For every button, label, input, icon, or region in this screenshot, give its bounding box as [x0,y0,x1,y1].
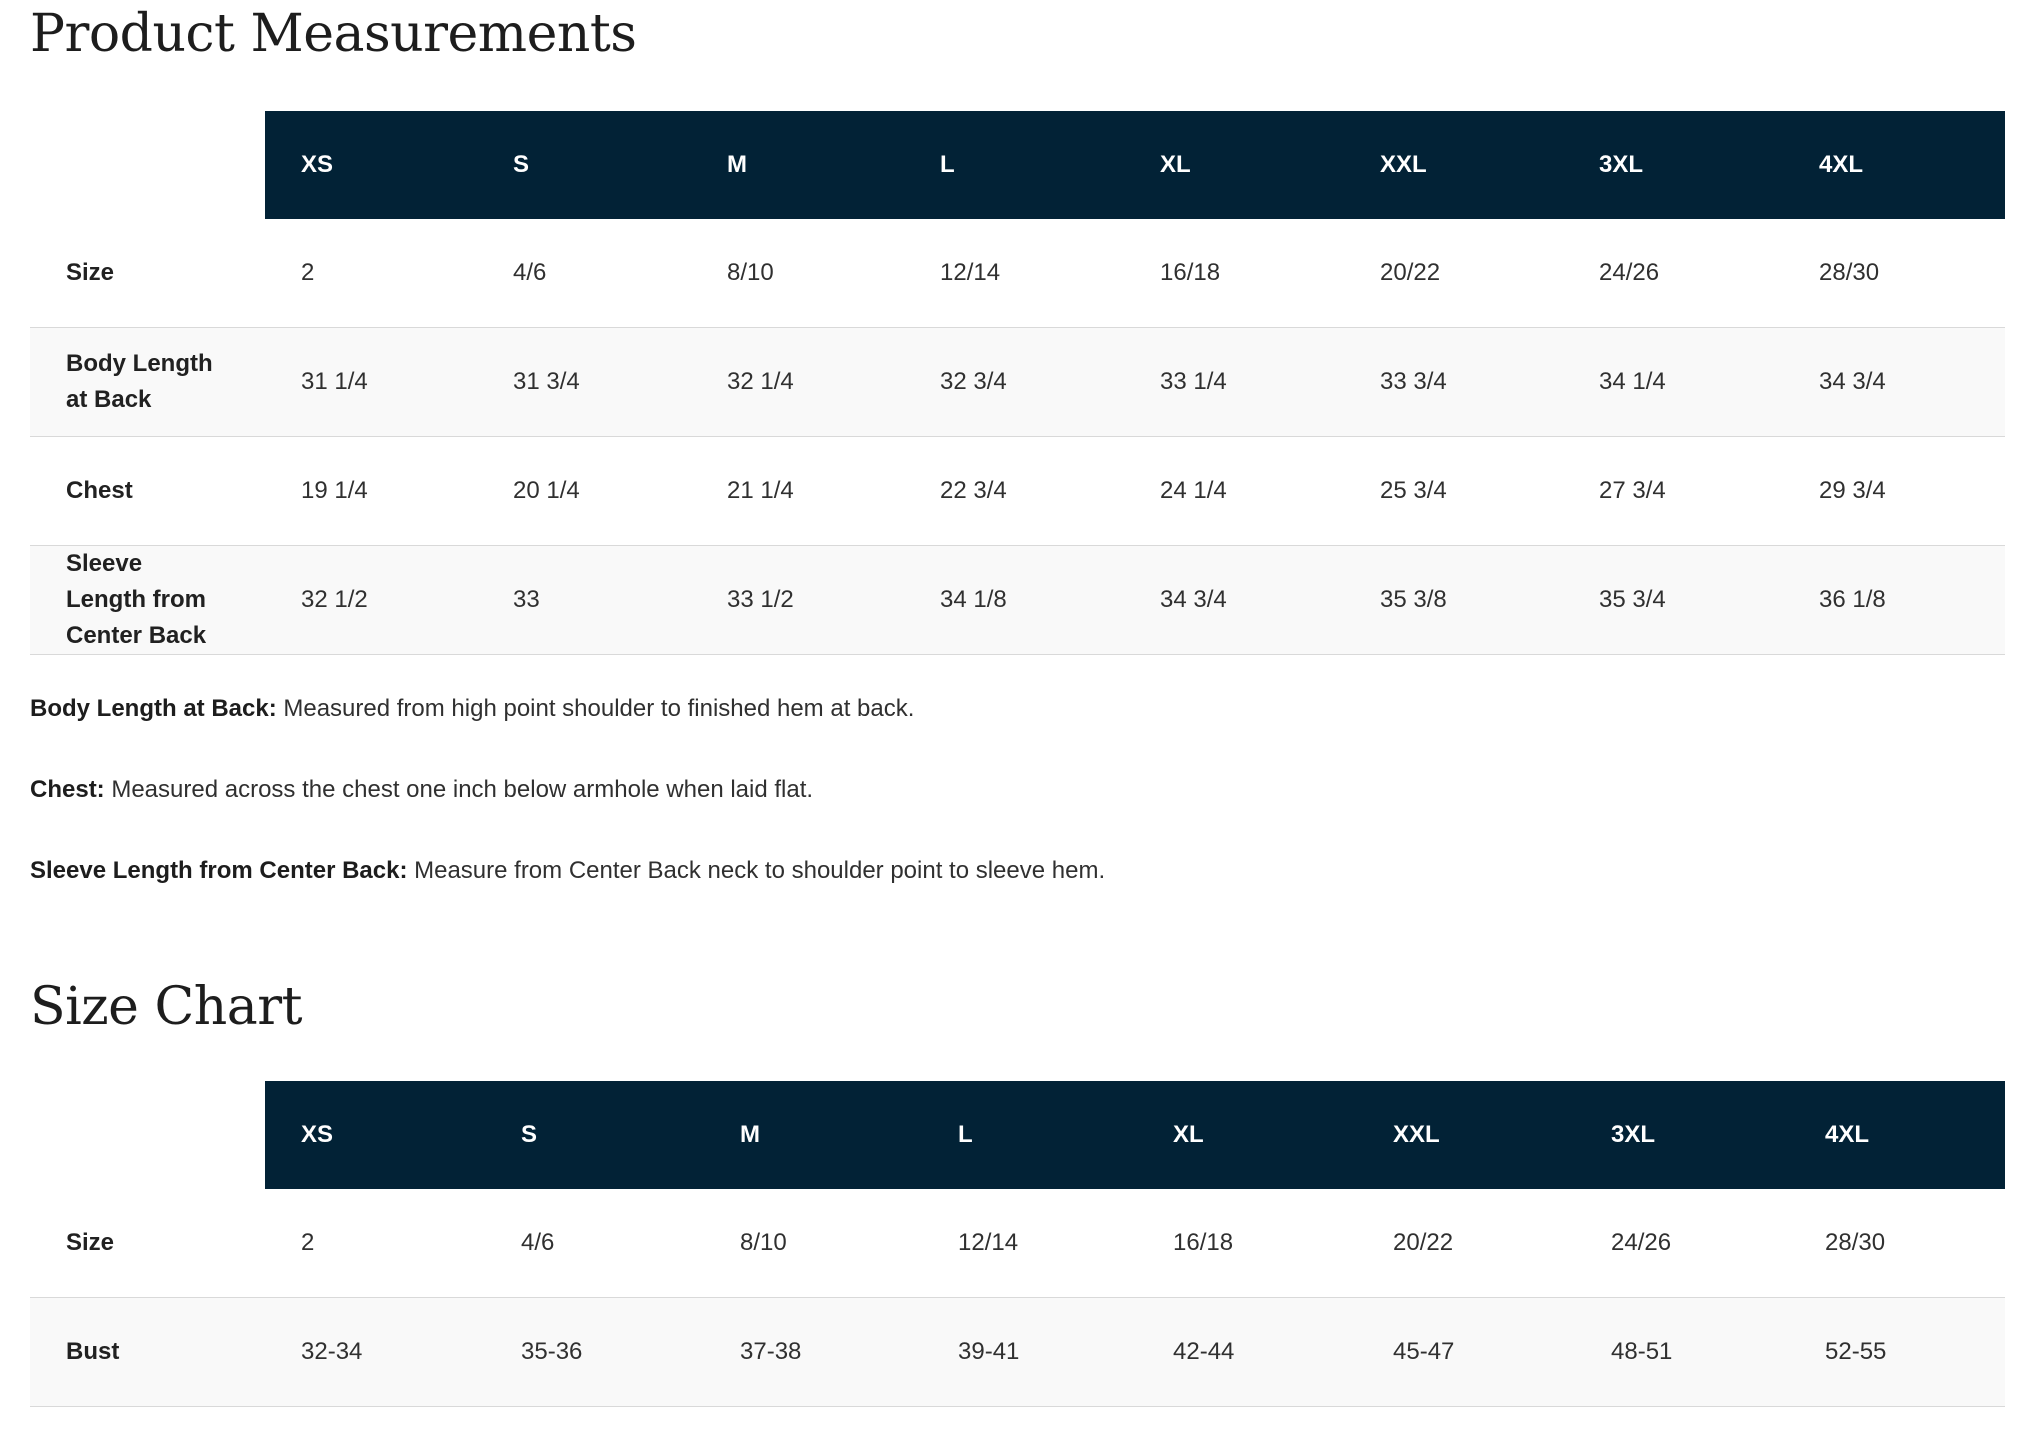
size-header-xl: XL [1137,1081,1357,1189]
size-header-m: M [691,111,904,219]
table-cell: 20 1/4 [513,477,580,504]
table-cell: 16/18 [1160,259,1221,286]
table-cell: 27 3/4 [1599,477,1666,504]
table-cell: 12/14 [958,1229,1019,1256]
note-term: Sleeve Length from Center Back: [30,857,408,884]
size-header-l: L [904,111,1124,219]
table-row [30,546,2005,655]
table-cell: 52-55 [1825,1338,1887,1365]
table-cell: 4/6 [513,259,547,286]
header-corner [30,111,265,219]
table-cell: 31 3/4 [513,368,580,395]
measurement-notes [30,693,2005,887]
table-cell: 8/10 [740,1229,787,1256]
row-label: Body Length at Back [66,350,213,413]
table-cell: 48-51 [1611,1338,1673,1365]
table-cell: 24/26 [1611,1229,1672,1256]
table-cell: 34 3/4 [1160,586,1227,613]
size-header-xs: XS [265,1081,485,1189]
table-cell: 33 1/4 [1160,368,1227,395]
table-cell: 34 1/8 [940,586,1007,613]
header-row [30,111,2005,219]
note-body-length [30,693,2005,725]
size-header-xxl: XXL [1357,1081,1575,1189]
table-cell: 4/6 [521,1229,555,1256]
table-cell: 28/30 [1825,1229,1886,1256]
table-cell: 35 3/8 [1380,586,1447,613]
table-cell: 32 1/4 [727,368,794,395]
note-chest [30,774,2005,806]
row-label: Chest [66,477,133,504]
product-measurements-table [30,111,2005,655]
size-header-s: S [485,1081,704,1189]
table-cell: 33 1/2 [727,586,794,613]
row-label: Size [66,1229,115,1256]
size-header-xxl: XXL [1344,111,1563,219]
row-label: Sleeve Length from Center Back [66,550,207,649]
table-cell: 34 1/4 [1599,368,1666,395]
row-label: Bust [66,1338,120,1365]
note-term: Chest: [30,776,105,803]
size-chart-title: Size Chart [30,977,302,1037]
table-cell: 25 3/4 [1380,477,1447,504]
size-header-3xl: 3XL [1575,1081,1789,1189]
header-row [30,1081,2005,1189]
size-header-4xl: 4XL [1783,111,2005,219]
page [30,0,2005,1407]
table-cell: 32-34 [301,1338,363,1365]
table-cell: 24/26 [1599,259,1660,286]
size-header-l: L [922,1081,1137,1189]
table-cell: 19 1/4 [301,477,368,504]
table-cell: 45-47 [1393,1338,1455,1365]
table-cell: 21 1/4 [727,477,794,504]
table-cell: 35 3/4 [1599,586,1666,613]
table-cell: 34 3/4 [1819,368,1886,395]
table-cell: 8/10 [727,259,774,286]
table-cell: 24 1/4 [1160,477,1227,504]
table-cell: 12/14 [940,259,1001,286]
table-row [30,328,2005,437]
note-text: Measure from Center Back neck to shoulder point to sleeve hem. [407,857,1106,884]
table-cell: 31 1/4 [301,368,368,395]
table-cell: 20/22 [1380,259,1441,286]
table-cell: 20/22 [1393,1229,1454,1256]
table-cell: 35-36 [521,1338,583,1365]
table-cell: 22 3/4 [940,477,1007,504]
header-corner [30,1081,265,1189]
table-cell: 32 3/4 [940,368,1007,395]
table-cell: 36 1/8 [1819,586,1886,613]
size-header-s: S [477,111,691,219]
table-cell: 33 3/4 [1380,368,1447,395]
table-cell: 39-41 [958,1338,1020,1365]
product-measurements-title: Product Measurements [30,4,637,64]
size-header-xl: XL [1124,111,1344,219]
table-cell: 42-44 [1173,1338,1235,1365]
table-cell: 16/18 [1173,1229,1234,1256]
size-header-xs: XS [265,111,477,219]
table-cell: 33 [513,586,540,613]
table-cell: 2 [301,1229,315,1256]
size-header-3xl: 3XL [1563,111,1783,219]
note-sleeve-length [30,855,2005,887]
size-chart-table [30,1081,2005,1407]
row-label: Size [66,259,115,286]
table-row [30,437,2005,546]
note-text: Measured across the chest one inch below armhole when laid flat. [104,776,814,803]
table-cell: 2 [301,259,315,286]
table-row [30,1189,2005,1298]
table-row [30,1298,2005,1407]
note-text: Measured from high point shoulder to finished hem at back. [276,695,915,722]
table-cell: 29 3/4 [1819,477,1886,504]
table-row [30,219,2005,328]
table-cell: 37-38 [740,1338,802,1365]
size-header-m: M [704,1081,922,1189]
table-cell: 28/30 [1819,259,1880,286]
size-header-4xl: 4XL [1789,1081,2005,1189]
table-cell: 32 1/2 [301,586,368,613]
note-term: Body Length at Back: [30,695,277,722]
